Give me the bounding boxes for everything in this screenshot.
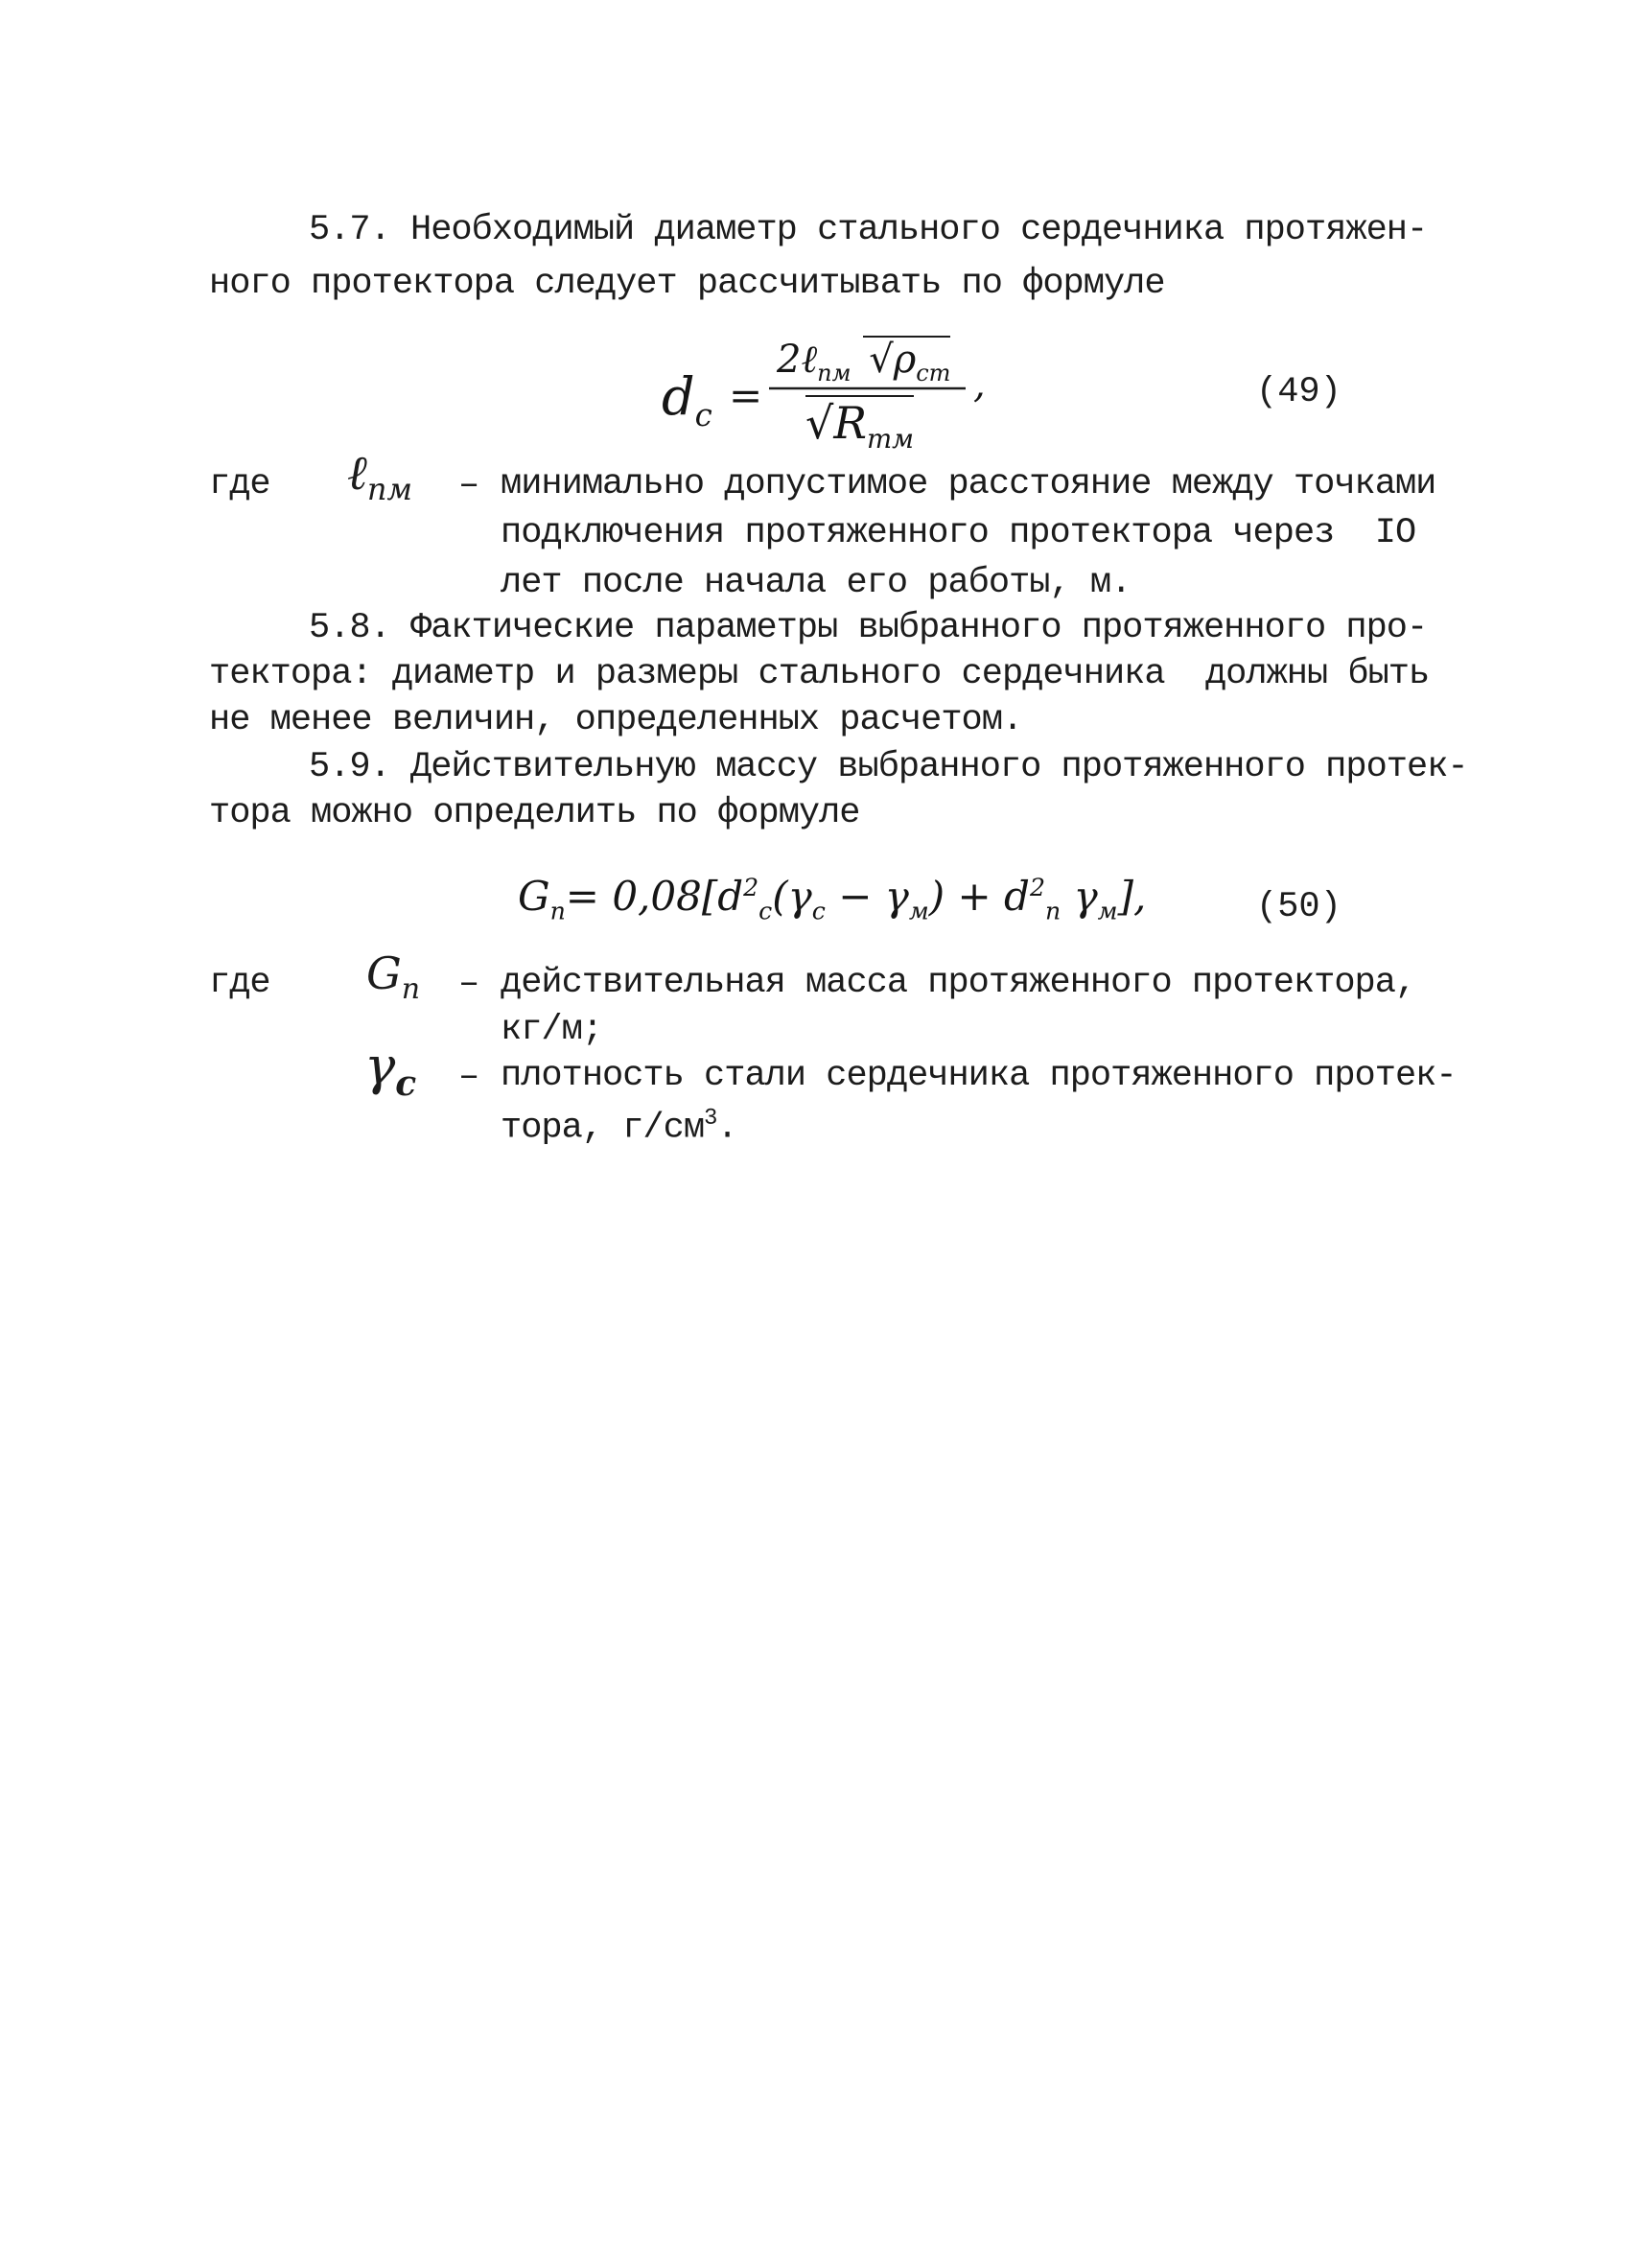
where-2-dash-2: – <box>458 1057 480 1097</box>
formula-50-lhs: G <box>518 873 550 920</box>
where-1-line-2: подключения протяженного протектора через IO <box>501 513 1416 553</box>
formula-49-comma: , <box>973 362 986 407</box>
where-2-gde: где <box>209 963 270 1003</box>
where-2-symbol-2: $\gamma_c$ <box>364 1036 417 1104</box>
where-2-def-1-line-1: действительная масса протяженного протектора, <box>501 963 1416 1003</box>
formula-49-numerator: 2ℓ$_{пм}$ $√\rho_{ст}$ <box>777 338 951 386</box>
formula-49-fraction-bar <box>769 386 970 391</box>
where-1-gde: где <box>209 464 270 504</box>
where-2-def-2-line-1: плотность стали сердечника протяженного протек- <box>501 1056 1457 1096</box>
where-1-line-1: минимально допустимое расстояние между точками <box>501 464 1436 504</box>
formula-49 <box>662 338 1007 460</box>
para-5-7-line-2: ного протектора следует рассчитывать по формуле <box>209 264 1165 304</box>
where-1-line-3: лет после начала его работы, м. <box>501 563 1131 603</box>
formula-49-num-root: $√\rho_{ст}$ <box>863 336 950 386</box>
where-1-symbol: ℓ$_{пм}$ <box>347 445 412 507</box>
para-5-8-line-2: тектора: диаметр и размеры стального сердечника должны быть <box>209 654 1430 694</box>
formula-49-lhs: d <box>662 366 695 427</box>
where-2-dash-1: – <box>458 964 480 1004</box>
formula-49-lhs-sub: c <box>694 396 712 433</box>
para-5-7-line-1: 5.7. Необходимый диаметр стального сердечника протяжен- <box>309 210 1428 250</box>
formula-50: $G_п= 0,08[d^2_c(\gamma_c - \gamma_м) + d^2_п$ $\gamma_м$], <box>518 873 1147 925</box>
para-5-9-line-1: 5.9. Действительную массу выбранного протяженного протек- <box>309 747 1468 787</box>
formula-49-equals: = <box>729 372 763 419</box>
formula-49-number: (49) <box>1256 372 1341 412</box>
para-5-9-line-2: тора можно определить по формуле <box>209 793 860 833</box>
where-2-def-2-line-2: тора, $г/см^3$. <box>501 1106 737 1149</box>
para-5-8-line-1: 5.8. Фактические параметры выбранного протяженного про- <box>309 608 1428 648</box>
formula-49-denominator: $√R_{тм}$ <box>805 397 914 456</box>
where-2-symbol-1: $G_п$ <box>366 947 421 1007</box>
para-5-8-line-3: не менее величин, определенных расчетом. <box>209 700 1023 740</box>
where-2-def-1-line-2: кг/м; <box>501 1010 603 1050</box>
formula-50-number: (50) <box>1256 887 1341 927</box>
where-1-dash: – <box>458 465 480 505</box>
